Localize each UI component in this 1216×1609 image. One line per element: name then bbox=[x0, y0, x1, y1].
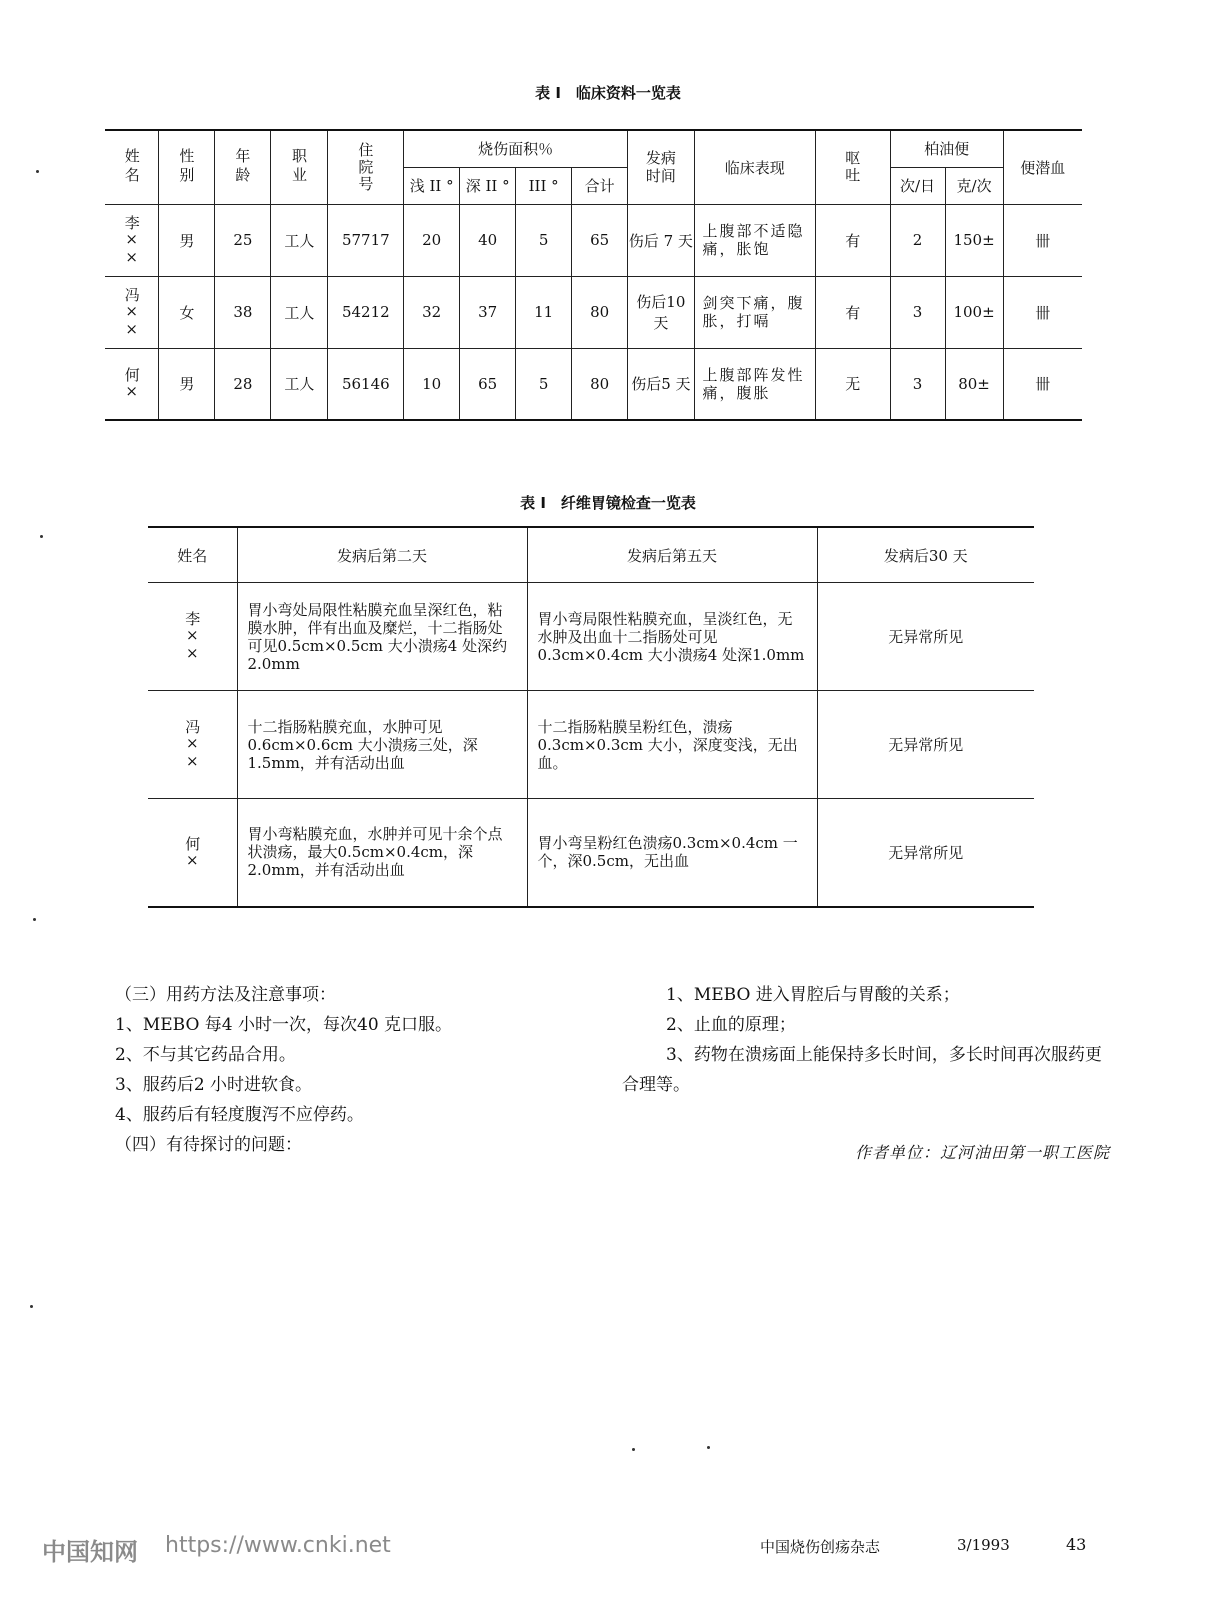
table-row bbox=[148, 583, 1034, 691]
cell-day30: 无异常所见 bbox=[817, 799, 1034, 907]
cell-name: 李×× bbox=[105, 204, 159, 276]
paragraph: 3、服药后2 小时进软食。 bbox=[115, 1075, 313, 1095]
scan-speck bbox=[40, 535, 43, 538]
left-column-text bbox=[115, 980, 595, 1160]
table-row bbox=[105, 204, 1082, 276]
gastroscopy-table bbox=[148, 526, 1034, 908]
scan-speck bbox=[36, 170, 39, 173]
cell-name: 冯×× bbox=[105, 276, 159, 348]
section-heading: （三）用药方法及注意事项： bbox=[115, 985, 336, 1005]
cell-sex: 女 bbox=[159, 276, 215, 348]
scan-speck bbox=[632, 1448, 635, 1451]
cell-vomit: 有 bbox=[815, 276, 890, 348]
cell-occult-blood: 卌 bbox=[1003, 276, 1082, 348]
clinical-data-table bbox=[105, 129, 1082, 421]
cell-day2: 十二指肠粘膜充血，水肿可见0.6cm×0.6cm 大小溃疡三处，深1.5mm，并有活动出血 bbox=[237, 691, 527, 799]
header-burn-third: III ° bbox=[516, 167, 572, 204]
cell-burn-total: 80 bbox=[572, 276, 628, 348]
cnki-url[interactable]: https://www.cnki.net bbox=[165, 1533, 391, 1558]
cell-hosp-no: 57717 bbox=[328, 204, 404, 276]
header-burn-deep: 深 II ° bbox=[460, 167, 516, 204]
cnki-logo: 中国知网 bbox=[42, 1538, 138, 1566]
header-tarry-stool: 柏油便 bbox=[890, 130, 1003, 167]
cell-onset: 伤后5 天 bbox=[628, 348, 694, 420]
cell-burn-third: 5 bbox=[516, 348, 572, 420]
header-name: 姓名 bbox=[148, 527, 237, 583]
cell-name: 李×× bbox=[148, 583, 237, 691]
paragraph: 2、止血的原理； bbox=[666, 1015, 796, 1035]
cell-burn-third: 5 bbox=[516, 204, 572, 276]
cell-day30: 无异常所见 bbox=[817, 583, 1034, 691]
header-occult-blood: 便潜血 bbox=[1003, 130, 1082, 204]
table-row bbox=[105, 276, 1082, 348]
table1-caption: 表 I 临床资料一览表 bbox=[535, 84, 681, 102]
cell-occult-blood: 卌 bbox=[1003, 204, 1082, 276]
cell-clinical: 上腹部不适隐痛，胀饱 bbox=[694, 204, 815, 276]
cell-tarry-amount: 150± bbox=[945, 204, 1003, 276]
paragraph: 1、MEBO 进入胃腔后与胃酸的关系； bbox=[666, 985, 960, 1005]
cell-sex: 男 bbox=[159, 348, 215, 420]
page-number: 43 bbox=[1066, 1535, 1087, 1554]
cell-name: 冯×× bbox=[148, 691, 237, 799]
cell-tarry-freq: 2 bbox=[890, 204, 945, 276]
cell-onset: 伤后10 天 bbox=[628, 276, 694, 348]
cell-job: 工人 bbox=[271, 276, 328, 348]
cell-day5: 十二指肠粘膜呈粉红色，溃疡0.3cm×0.3cm 大小，深度变浅，无出血。 bbox=[527, 691, 817, 799]
header-tarry-freq: 次/日 bbox=[890, 167, 945, 204]
cell-burn-deep: 40 bbox=[460, 204, 516, 276]
cell-clinical: 上腹部阵发性痛，腹胀 bbox=[694, 348, 815, 420]
cell-job: 工人 bbox=[271, 348, 328, 420]
paragraph: 2、不与其它药品合用。 bbox=[115, 1045, 296, 1065]
cell-tarry-freq: 3 bbox=[890, 348, 945, 420]
header-hosp-no: 住院号 bbox=[328, 130, 404, 204]
cell-day30: 无异常所见 bbox=[817, 691, 1034, 799]
header-onset: 发病时间 bbox=[628, 130, 694, 204]
cell-hosp-no: 56146 bbox=[328, 348, 404, 420]
cell-sex: 男 bbox=[159, 204, 215, 276]
cell-age: 28 bbox=[215, 348, 271, 420]
section-heading: （四）有待探讨的问题： bbox=[115, 1135, 302, 1155]
paragraph: 1、MEBO 每4 小时一次，每次40 克口服。 bbox=[115, 1015, 453, 1035]
scan-speck bbox=[33, 918, 36, 921]
cell-age: 25 bbox=[215, 204, 271, 276]
paragraph: 3、药物在溃疡面上能保持多长时间，多长时间再次服药更合理等。 bbox=[622, 1045, 1102, 1095]
cell-tarry-amount: 80± bbox=[945, 348, 1003, 420]
header-tarry-amount: 克/次 bbox=[945, 167, 1003, 204]
cell-day5: 胃小弯局限性粘膜充血，呈淡红色，无水肿及出血十二指肠处可见0.3cm×0.4cm 大小溃疡4 处深1.0mm bbox=[527, 583, 817, 691]
cell-clinical: 剑突下痛，腹胀，打嗝 bbox=[694, 276, 815, 348]
cell-occult-blood: 卌 bbox=[1003, 348, 1082, 420]
paragraph: 4、服药后有轻度腹泻不应停药。 bbox=[115, 1105, 364, 1125]
issue-number: 3/1993 bbox=[957, 1536, 1010, 1554]
author-affiliation: 作者单位：辽河油田第一职工医院 bbox=[854, 1143, 1110, 1162]
cell-name: 何× bbox=[148, 799, 237, 907]
cell-burn-total: 65 bbox=[572, 204, 628, 276]
cell-day2: 胃小弯处局限性粘膜充血呈深红色，粘膜水肿，伴有出血及糜烂，十二指肠处可见0.5cm×0.5cm 大小溃疡4 处深约2.0mm bbox=[237, 583, 527, 691]
header-vomit: 呕吐 bbox=[815, 130, 890, 204]
table2-caption: 表 I 纤维胃镜检查一览表 bbox=[520, 494, 696, 512]
table-row bbox=[105, 348, 1082, 420]
header-day2: 发病后第二天 bbox=[237, 527, 527, 583]
header-burn-superficial: 浅 II ° bbox=[404, 167, 460, 204]
cell-job: 工人 bbox=[271, 204, 328, 276]
cell-age: 38 bbox=[215, 276, 271, 348]
cell-vomit: 无 bbox=[815, 348, 890, 420]
header-burn-total: 合计 bbox=[572, 167, 628, 204]
cell-tarry-amount: 100± bbox=[945, 276, 1003, 348]
cell-burn-deep: 37 bbox=[460, 276, 516, 348]
scan-speck bbox=[707, 1446, 710, 1449]
cell-day2: 胃小弯粘膜充血，水肿并可见十余个点状溃疡，最大0.5cm×0.4cm，深2.0mm，并有活动出血 bbox=[237, 799, 527, 907]
header-clinical: 临床表现 bbox=[694, 130, 815, 204]
cell-burn-third: 11 bbox=[516, 276, 572, 348]
header-age: 年龄 bbox=[215, 130, 271, 204]
cell-name: 何× bbox=[105, 348, 159, 420]
cell-burn-superficial: 10 bbox=[404, 348, 460, 420]
header-job: 职业 bbox=[271, 130, 328, 204]
cell-burn-total: 80 bbox=[572, 348, 628, 420]
cell-day5: 胃小弯呈粉红色溃疡0.3cm×0.4cm 一个，深0.5cm，无出血 bbox=[527, 799, 817, 907]
header-burn-area: 烧伤面积％ bbox=[404, 130, 628, 167]
header-day30: 发病后30 天 bbox=[817, 527, 1034, 583]
header-sex: 性别 bbox=[159, 130, 215, 204]
journal-name: 中国烧伤创疡杂志 bbox=[760, 1538, 881, 1556]
cell-burn-deep: 65 bbox=[460, 348, 516, 420]
header-name: 姓名 bbox=[105, 130, 159, 204]
cell-vomit: 有 bbox=[815, 204, 890, 276]
cell-onset: 伤后 7 天 bbox=[628, 204, 694, 276]
table-row bbox=[148, 691, 1034, 799]
cell-burn-superficial: 20 bbox=[404, 204, 460, 276]
cell-hosp-no: 54212 bbox=[328, 276, 404, 348]
scan-speck bbox=[30, 1305, 33, 1308]
right-column-text bbox=[622, 980, 1112, 1100]
cell-burn-superficial: 32 bbox=[404, 276, 460, 348]
table-row bbox=[148, 799, 1034, 907]
cell-tarry-freq: 3 bbox=[890, 276, 945, 348]
header-day5: 发病后第五天 bbox=[527, 527, 817, 583]
